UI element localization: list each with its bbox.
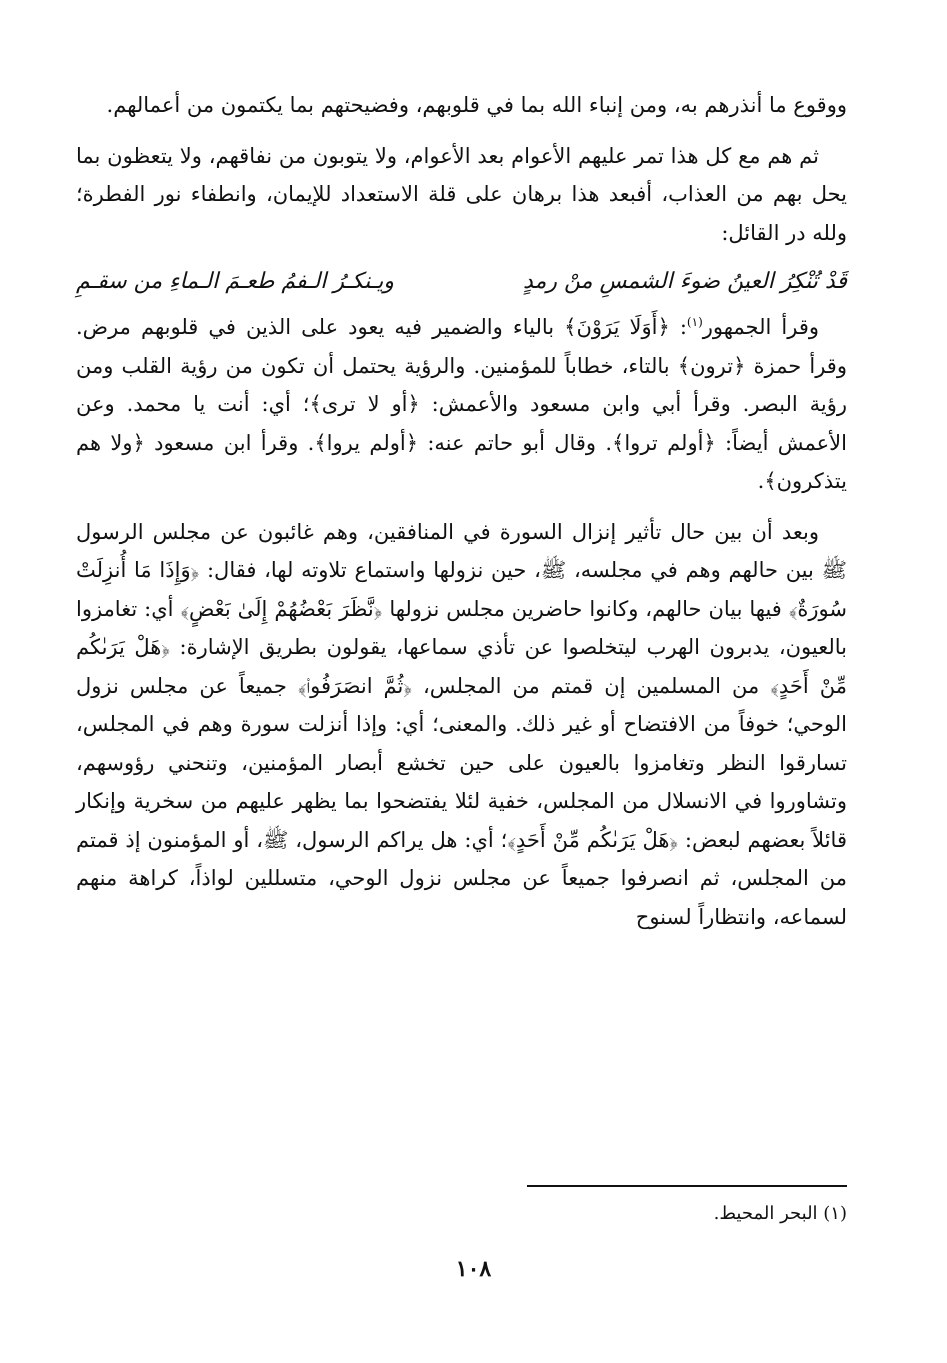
verse-first-hemistich: قَدْ تُنْكِرُ العينُ ضوءَ الشمسِ منْ رمدٍ	[523, 269, 847, 294]
footnote-divider	[527, 1185, 847, 1187]
paragraph-3-rest: : ﴿أَوَلَا يَرَوْنَ﴾ بالياء والضمير فيه يعود على الذين في قلوبهم مرض. وقرأ حمزة ﴿ترون﴾ بالتاء، خطاباً للمؤمنين. والرؤية يحتمل أن تكون من رؤية القلب ومن رؤية البصر. وقرأ أبي وابن مسعود والأعمش: ﴿أو لا ترى﴾؛ أي: أنت يا محمد. وعن الأعمش أيضاً: ﴿أولم تروا﴾. وقال أبو حاتم عنه: ﴿أولم يروا﴾. وقرأ ابن مسعود ﴿ولا هم يتذكرون﴾.	[76, 315, 847, 493]
paragraph-2: ثم هم مع كل هذا تمر عليهم الأعوام بعد الأعوام، ولا يتوبون من نفاقهم، ولا يتعظون بما يحل بهم من العذاب، أفبعد هذا برهان على قلة الاستعداد للإيمان، وانطفاء نور الفطرة؛ ولله در القائل:	[76, 143, 847, 245]
poetry-verse	[76, 262, 847, 302]
paragraph-3	[76, 308, 847, 501]
footnote: (١) البحر المحيط.	[713, 1203, 847, 1224]
page-number: ١٠٨	[455, 1256, 492, 1282]
footnote-marker: (١)	[686, 315, 703, 329]
paragraph-1: ووقوع ما أنذرهم به، ومن إنباء الله بما في قلوبهم، وفضيحتهم بما يكتمون من أعمالهم.	[106, 93, 847, 117]
paragraph-4: وبعد أن بين حال تأثير إنزال السورة في المنافقين، وهم غائبون عن مجلس الرسول ﷺ بين حالهم وهم في مجلسه، ﷺ، حين نزولها واستماع تلاوته لها، فقال: ﴿وَإِذَا مَا أُنزِلَتْ سُورَةٌ﴾ فيها بيان حالهم، وكانوا حاضرين مجلس نزولها ﴿نَّظَرَ بَعْضُهُمْ إِلَىٰ بَعْضٍ﴾ أي: تغامزوا بالعيون، يدبرون الهرب ليتخلصوا عن تأذي سماعها، يقولون بطريق الإشارة: ﴿هَلْ يَرَىٰكُم مِّنْ أَحَدٍ﴾ من المسلمين إن قمتم من المجلس، ﴿ثُمَّ انصَرَفُوا۟﴾ جميعاً عن مجلس نزول الوحي؛ خوفاً من الافتضاح أو غير ذلك. والمعنى؛ أي: وإذا أنزلت سورة وهم في المجلس، تسارقوا النظر وتغامزوا بالعيون على حين تخشع أبصار المؤمنين، وتنحني رؤوسهم، وتشاوروا في الانسلال من المجلس، خفية لئلا يفتضحوا بما يظهر عليهم من سخرية وإنكار قائلاً بعضهم لبعض: ﴿هَلْ يَرَىٰكُم مِّنْ أَحَدٍ﴾؛ أي: هل يراكم الرسول، ﷺ، أو المؤمنون إذ قمتم من المجلس، ثم انصرفوا جميعاً عن مجلس نزول الوحي، متسللين لواذاً، كراهة منهم لسماعه، وانتظاراً لسنوح	[76, 519, 847, 929]
paragraph-3-start: وقرأ الجمهور	[702, 315, 820, 339]
page-body	[76, 86, 847, 936]
verse-second-hemistich: ويـنكـرُ الـفمُ طعـمَ الـماءِ من سقـمِ	[76, 269, 394, 294]
